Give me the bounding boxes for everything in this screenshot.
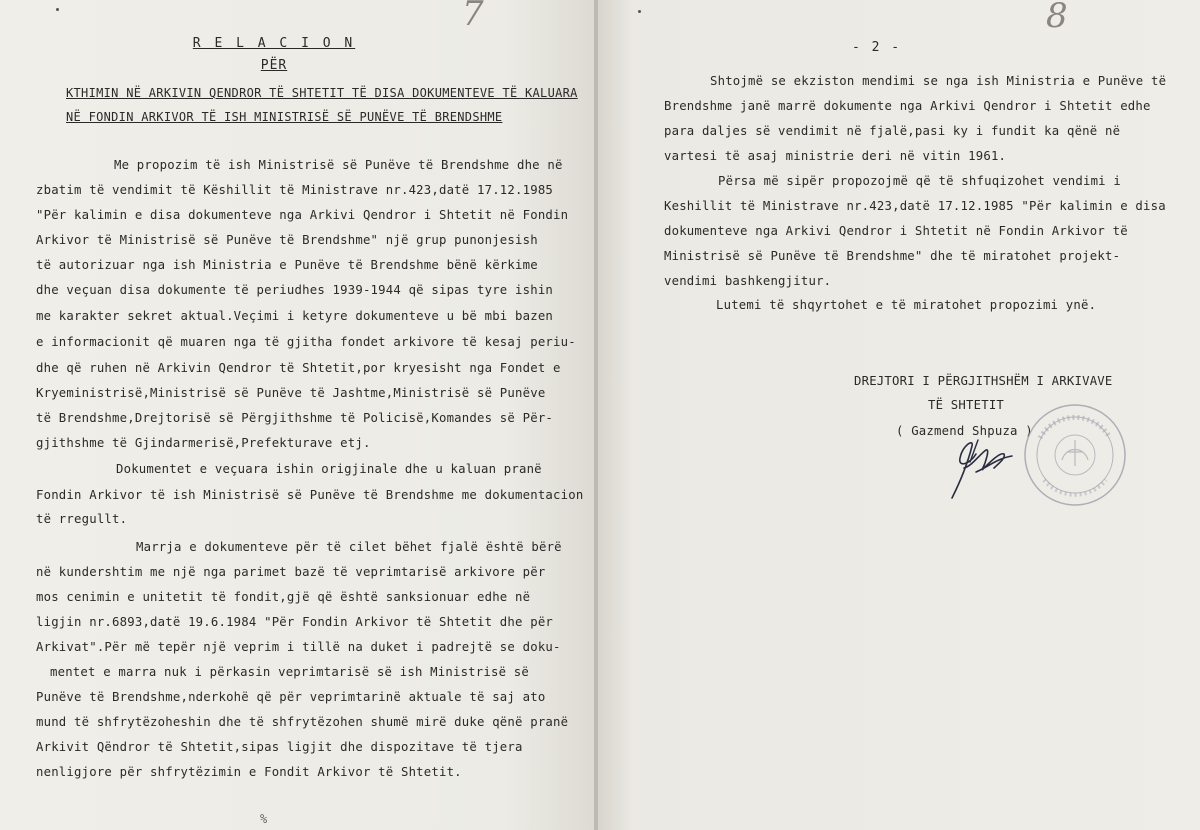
body-line: Përsa më sipër propozojmë që të shfuqizohet vendimi i: [718, 174, 1121, 188]
body-line: Punëve të Brendshme,nderkohë që për veprimtarinë aktuale të saj ato: [36, 690, 546, 704]
body-line: para daljes së vendimit në fjalë,pasi ky i fundit ka qënë në: [664, 124, 1121, 138]
body-line: Me propozim të ish Ministrisë së Punëve të Brendshme dhe në: [114, 158, 563, 172]
body-line: nenligjore për shfrytëzimin e Fondit Arkivor të Shtetit.: [36, 765, 462, 779]
body-line: Dokumentet e veçuara ishin origjinale dhe u kaluan pranë: [116, 462, 542, 476]
signatory-title-2: TË SHTETIT: [928, 398, 1005, 412]
body-line: vendimi bashkengjitur.: [664, 274, 832, 288]
body-line: me karakter sekret aktual.Veçimi i ketyre dokumenteve u bë mbi bazen: [36, 309, 554, 323]
body-line: Fondin Arkivor të ish Ministrisë së Punëve të Brendshme me dokumentacion: [36, 488, 584, 502]
body-line: dokumenteve nga Arkivi Qendror i Shtetit në Fondin Arkivor të: [664, 224, 1128, 238]
body-line: dhe që ruhen në Arkivin Qendror të Shtetit,por kryesisht nga Fondet e: [36, 361, 561, 375]
subtitle-line: NË FONDIN ARKIVOR TË ISH MINISTRISË SË PUNËVE TË BRENDSHME: [66, 110, 503, 124]
body-line: Shtojmë se ekziston mendimi se nga ish Ministria e Punëve të: [710, 74, 1167, 88]
body-line: Arkivit Qëndror të Shtetit,sipas ligjit dhe dispozitave të tjera: [36, 740, 523, 754]
handwritten-folio-number: 7: [462, 0, 484, 34]
body-line: vartesi të asaj ministrie deri në vitin 1961.: [664, 149, 1007, 163]
signatory-title: DREJTORI I PËRGJITHSHËM I ARKIVAVE: [854, 374, 1113, 388]
page-2: [598, 0, 1200, 830]
body-line: Keshillit të Ministrave nr.423,datë 17.12.1985 "Për kalimin e disa: [664, 199, 1166, 213]
body-line: "Për kalimin e disa dokumenteve nga Arkivi Qendror i Shtetit në Fondin: [36, 208, 569, 222]
official-stamp: [1022, 402, 1128, 508]
body-line: gjithshme të Gjindarmerisë,Prefekturave etj.: [36, 436, 371, 450]
document-title: R E L A C I O N: [192, 36, 356, 51]
body-line: Brendshme janë marrë dokumente nga Arkivi Qendror i Shtetit edhe: [664, 99, 1151, 113]
page-1: [0, 0, 596, 830]
signatory-name: ( Gazmend Shpuza ): [896, 424, 1033, 438]
body-line: Lutemi të shqyrtohet e të miratohet propozimi ynë.: [716, 298, 1097, 312]
body-line: Kryeministrisë,Ministrisë së Punëve të Jashtme,Ministrisë së Punëve: [36, 386, 546, 400]
body-line: mund të shfrytëzoheshin dhe të shfrytëzohen shumë mirë duke qënë pranë: [36, 715, 569, 729]
subtitle-line: KTHIMIN NË ARKIVIN QENDROR TË SHTETIT TË DISA DOKUMENTEVE TË KALUARA: [66, 86, 578, 100]
punch-mark: [638, 10, 641, 13]
body-line: e informacionit që muaren nga të gjitha fondet arkivore të kesaj periu-: [36, 335, 576, 349]
body-line: në kundershtim me një nga parimet bazë të veprimtarisë arkivore për: [36, 565, 546, 579]
body-line: dhe veçuan disa dokumente të periudhes 1939-1944 që sipas tyre ishin: [36, 283, 554, 297]
page-number: - 2 -: [852, 40, 902, 55]
body-line: Arkivor të Ministrisë së Punëve të Brendshme" një grup punonjesish: [36, 233, 538, 247]
body-line: mentet e marra nuk i përkasin veprimtarisë së ish Ministrisë së: [50, 665, 530, 679]
body-line: Arkivat".Për më tepër një veprim i tillë na duket i padrejtë se doku-: [36, 640, 561, 654]
punch-mark: [56, 8, 59, 11]
handwritten-signature: [942, 428, 1022, 508]
body-line: të Brendshme,Drejtorisë së Përgjithshme të Policisë,Komandes së Për-: [36, 411, 554, 425]
footer-mark: %: [260, 812, 268, 826]
body-line: ligjin nr.6893,datë 19.6.1984 "Për Fondin Arkivor të Shtetit dhe për: [36, 615, 554, 629]
body-line: mos cenimin e unitetit të fondit,gjë që është sanksionuar edhe në: [36, 590, 531, 604]
body-line: të rregullt.: [36, 512, 128, 526]
handwritten-folio-number: 8: [1046, 0, 1068, 36]
body-line: Ministrisë së Punëve të Brendshme" dhe të miratohet projekt-: [664, 249, 1121, 263]
document-subtitle-per: PËR: [260, 58, 288, 73]
body-line: Marrja e dokumenteve për të cilet bëhet fjalë është bërë: [136, 540, 562, 554]
body-line: të autorizuar nga ish Ministria e Punëve të Brendshme bënë kërkime: [36, 258, 538, 272]
body-line: zbatim të vendimit të Këshillit të Ministrave nr.423,datë 17.12.1985: [36, 183, 554, 197]
